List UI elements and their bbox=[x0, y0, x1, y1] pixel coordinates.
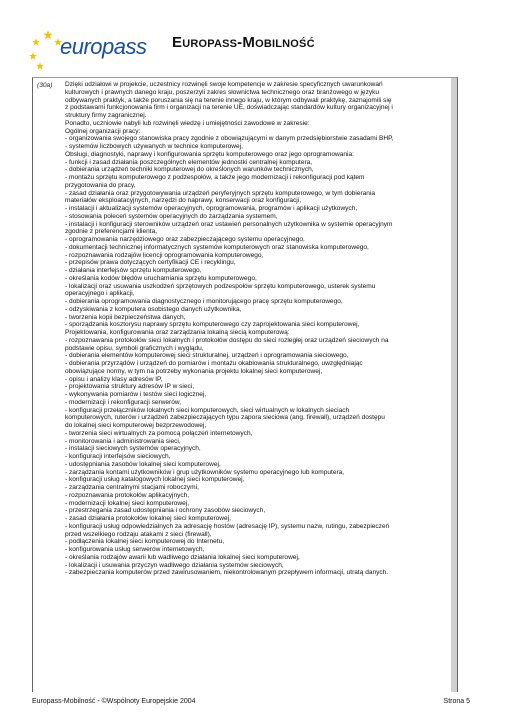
text-line: - oprogramowania narzędziowego oraz zabezpieczającego systemu operacyjnego, bbox=[65, 236, 305, 243]
text-line: Dzięki udziałowi w projekcie, uczestnicy rozwinęli swoje kompetencje w zakresie specyficznych uwarunkowań bbox=[65, 81, 383, 88]
text-line: Obsługi, diagnostyki, naprawy i konfigurowania sprzętu komputerowego oraz jego oprogramowania: bbox=[65, 150, 354, 158]
text-line: - dobierania przyrządów i urządzeń do pomiarów i montażu okablowania strukturalnego, uwzględniając bbox=[65, 360, 363, 367]
text-line: - zabezpieczania komputerów przed zawirusowaniem, niekontrolowanym przepływem informacji, utratą danych. bbox=[65, 569, 389, 577]
text-line: - dokumentacji technicznej informatycznych systemów komputerowych oraz stanowiska komputerowego, bbox=[65, 243, 369, 251]
text-line: - lokalizacji oraz usuwania uszkodzeń sprzętowych podzespołów sprzętu komputerowego, usterek systemu bbox=[65, 282, 376, 290]
text-line: - udostępniania zasobów lokalnej sieci komputerowej, bbox=[65, 460, 221, 468]
text-line: - instalacji i konfiguracji sterowników urządzeń oraz ustawień personalnych użytkownika w systemie operacyjnym bbox=[65, 220, 393, 228]
text-line: struktury firmy zagranicznej. bbox=[65, 112, 147, 119]
europass-logo bbox=[28, 26, 158, 72]
text-line: - przestrzegania zasad udostępniania i ochrony zasobów sieciowych, bbox=[65, 507, 266, 515]
text-line: - zarządzania centralnymi stacjami roboczymi, bbox=[65, 484, 199, 491]
page-title: Europass-Mobilność bbox=[172, 34, 315, 51]
text-line: z podstawami funkcjonowania firm i organizacji na terenie UE, doświadczając standardów kultury organizacyjnej i bbox=[65, 104, 393, 112]
page-number: Strona 5 bbox=[443, 698, 470, 705]
text-line: - modernizacji lokalnej sieci komputerowej, bbox=[65, 499, 190, 507]
text-line: odbywanych praktyk, a także poruszania się na terenie innego kraju, w którym odbywali praktykę, zaznajomili się bbox=[65, 96, 392, 104]
text-line: - wykonywania pomiarów i testów sieci logicznej, bbox=[65, 391, 207, 398]
text-line: - systemów liczbowych używanych w technice komputerowej, bbox=[65, 143, 243, 150]
text-line: obowiązujące normy, w tym na potrzeby wykonania projektu lokalnej sieci komputerowej, bbox=[65, 367, 323, 375]
text-line: - zasad działania oraz przygotowywania urządzeń peryferyjnych sprzętu komputerowego, w tym dobierania bbox=[65, 189, 376, 197]
text-line: - konfigurowania usług serwerów internetowych, bbox=[65, 546, 205, 553]
text-line: Ponadto, uczniowie nabyli lub rozwinęli wiedzę i umiejętności zawodowe w zakresie: bbox=[65, 119, 310, 127]
text-line: - rozpoznawania protokołów aplikacyjnych, bbox=[65, 491, 190, 499]
text-line: materiałów eksploatacyjnych, narzędzi do naprawy, konserwacji oraz konfiguracji, bbox=[65, 197, 302, 205]
text-line: - dobierania oprogramowania diagnostycznego i monitorującego pracę sprzętu komputerowego, bbox=[65, 298, 343, 305]
section-number: (30a) bbox=[37, 82, 53, 89]
text-line: - konfiguracji interfejsów sieciowych, bbox=[65, 453, 171, 460]
text-line: - instalacji sieciowych systemów operacyjnych, bbox=[65, 445, 201, 453]
text-line: podstawie opisu, symboli graficznych i wyglądu, bbox=[65, 344, 204, 352]
text-line: - projektowania struktury adresów IP w sieci, bbox=[65, 383, 195, 391]
text-line: - monitorowania i administrowania sieci, bbox=[65, 437, 181, 445]
text-line: - funkcji i zasad działania poszczególnych elementów jednostki centralnej komputera, bbox=[65, 158, 313, 166]
text-line: - odzyskiwania z komputera osobistego danych użytkownika, bbox=[65, 305, 242, 313]
text-line: - konfiguracji usług odpowiedzialnych za adresację hostów (adresację IP), systemu nazw, rutingu, zabezpieczeń bbox=[65, 522, 390, 530]
text-line: - lokalizacji i usuwania przyczyn wadliwego działania systemów sieciowych, bbox=[65, 561, 284, 569]
text-line: - konfiguracji przełączników lokalnych sieci komputerowych, sieci wirtualnych w lokalnych sieciach bbox=[65, 406, 350, 414]
text-line: zgodnie z preferencjami klienta, bbox=[65, 228, 158, 236]
text-line: - zarządzania kontami użytkowników i grup użytkowników systemu operacyjnego lub komputera, bbox=[65, 468, 345, 476]
text-line: - dobierania elementów komputerowej sieci strukturalnej, urządzeń i oprogramowania sieciowego, bbox=[65, 352, 349, 360]
text-line: - określania kodów błędów uruchamiania sprzętu komputerowego, bbox=[65, 274, 257, 282]
text-line: - modernizacji i rekonfiguracji serwerów, bbox=[65, 398, 182, 406]
text-line: komputerowych, ruterów i urządzeń zabezpieczających typu zapora sieciowa (ang. firewall), urządzeń dostępu bbox=[65, 414, 385, 422]
text-line: - działania interfejsów sprzętu komputerowego, bbox=[65, 267, 202, 274]
text-line: - konfiguracji usług katalogowych lokalnej sieci komputerowej, bbox=[65, 476, 245, 484]
section-text bbox=[65, 81, 447, 577]
text-line: - montażu sprzętu komputerowego z podzespołów, a także jego modernizacji i rekonfiguracji pod kątem bbox=[65, 174, 365, 181]
text-line: - dobierania urządzeń techniki komputerowej do określonych warunków technicznych, bbox=[65, 166, 314, 174]
text-line: - tworzenia kopii bezpieczeństwa danych, bbox=[65, 313, 186, 321]
text-line: kulturowych i prawnych danego kraju, poszerzyli zakres słownictwa technicznego oraz branżowego w języku bbox=[65, 88, 380, 96]
text-line: - rozpoznawania protokołów sieci lokalnych i protokołów dostępu do sieci rozległej oraz urządzeń sieciowych na bbox=[65, 336, 389, 344]
text-line: przed wszelkiego rodzaju atakami z sieci (firewall), bbox=[65, 530, 212, 538]
text-line: Projektowania, konfigurowania oraz zarządzania lokalną siecią komputerową: bbox=[65, 329, 290, 336]
text-line: - opisu i analizy klasy adresów IP, bbox=[65, 375, 163, 383]
text-line: - instalacji i aktualizacji systemów operacyjnych, oprogramowania, programów i aplikacji użytkowych, bbox=[65, 205, 358, 212]
content-box bbox=[32, 77, 458, 692]
text-line: - rozpoznawania rodzajów licencji oprogramowania komputerowego, bbox=[65, 251, 264, 259]
text-line: - stosowania poleceń systemów operacyjnych do zarządzania systemem, bbox=[65, 212, 278, 220]
text-line: do lokalnej sieci komputerowej bezprzewodowej, bbox=[65, 422, 207, 429]
text-line: operacyjnego i aplikacji, bbox=[65, 290, 135, 298]
logo-wordmark: europass bbox=[60, 34, 147, 59]
text-line: - organizowania swojego stanowiska pracy zgodnie z obowiązującymi w danym przedsiębiorstwie zasadami BHP, bbox=[65, 135, 394, 143]
text-line: - podłączenia lokalnej sieci komputerowej do Internetu, bbox=[65, 538, 225, 546]
text-line: Ogólnej organizacji pracy: bbox=[65, 127, 141, 135]
text-line: - tworzenia sieci wirtualnych za pomocą połączeń internetowych, bbox=[65, 429, 253, 437]
scroll-strip bbox=[451, 78, 457, 692]
text-line: - sporządzania kosztorysu naprawy sprzętu komputerowego czy zaprojektowania sieci komputerowej, bbox=[65, 321, 360, 329]
text-line: - zasad działania protokołów lokalnej sieci komputerowej, bbox=[65, 515, 231, 522]
footer-copyright: Europass-Mobilność - ©Wspólnoty Europejskie 2004 bbox=[32, 698, 196, 705]
text-line: - określania rodzajów awarii lub wadliwego działania lokalnej sieci komputerowej, bbox=[65, 553, 300, 561]
text-line: - przepisów prawa dotyczących certyfikacji CE i recyklingu, bbox=[65, 259, 236, 267]
text-line: przygotowania do pracy, bbox=[65, 181, 136, 189]
